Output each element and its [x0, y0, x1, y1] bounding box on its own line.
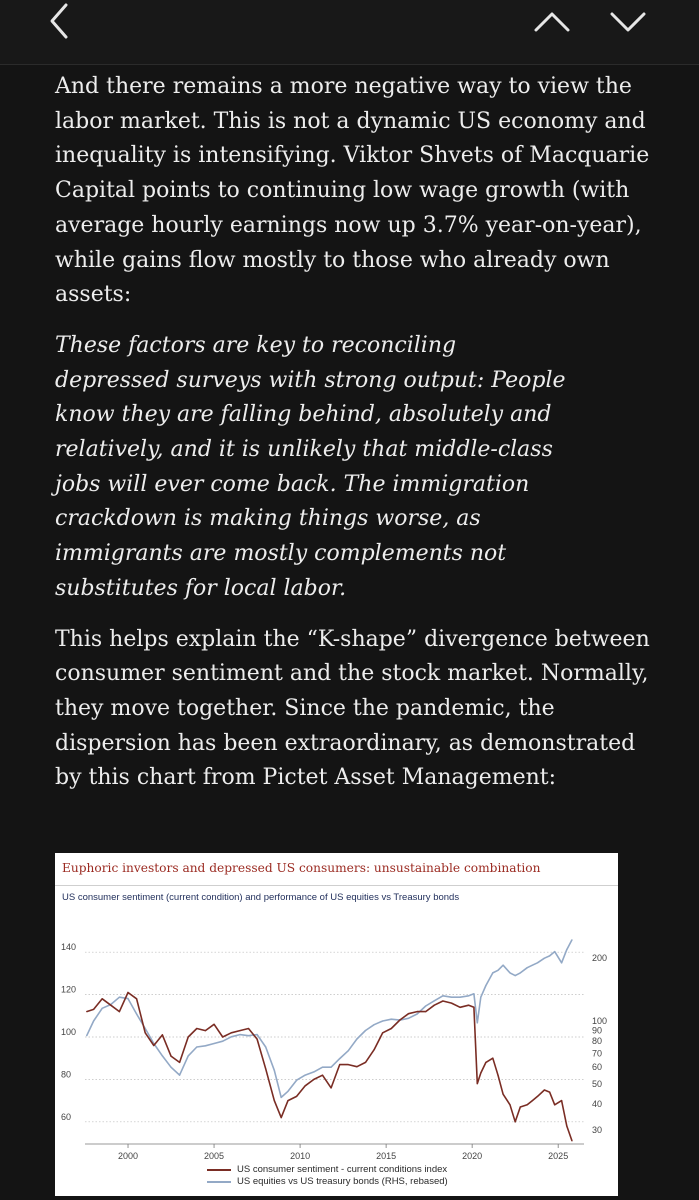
data-point	[274, 1100, 275, 1101]
back-button[interactable]	[38, 2, 94, 42]
block-quote: These factors are key to reconciling depressed surveys with strong output: People know they are falling behind, absolutely and relatively, and it is unlikely that middle-class jobs will ever come back. The immigration crackdown is making things worse, as immigrants are mostly complements not substitutes for local labor.	[55, 332, 566, 601]
legend-item	[207, 1164, 448, 1176]
data-point	[296, 1096, 297, 1097]
data-point	[196, 1046, 197, 1047]
data-point	[136, 1013, 137, 1014]
y-left-tick-label: 80	[61, 1069, 72, 1080]
data-point	[153, 1045, 154, 1046]
top-navigation-bar	[0, 0, 699, 65]
y-right-tick-label: 60	[592, 1062, 603, 1073]
data-point	[239, 1034, 240, 1035]
data-point	[399, 1019, 400, 1020]
data-point	[544, 1089, 545, 1090]
data-point	[497, 970, 498, 971]
data-point	[434, 1000, 435, 1001]
chart-plot	[55, 853, 618, 1196]
data-point	[442, 1000, 443, 1001]
data-point	[136, 998, 137, 999]
data-point	[331, 1087, 332, 1088]
data-point	[145, 1032, 146, 1033]
data-point	[527, 967, 528, 968]
data-point	[248, 1035, 249, 1036]
data-point	[214, 1043, 215, 1044]
data-point	[119, 1011, 120, 1012]
data-point	[527, 1104, 528, 1105]
data-point	[460, 997, 461, 998]
chart-title: Euphoric investors and depressed US consumers: unsustainable combination	[62, 861, 541, 875]
data-point	[102, 1008, 103, 1009]
data-point	[86, 1035, 87, 1036]
data-point	[239, 1030, 240, 1031]
data-point	[492, 972, 493, 973]
data-point	[313, 1079, 314, 1080]
data-point	[196, 1028, 197, 1029]
y-right-tick-label: 30	[592, 1125, 603, 1136]
data-point	[348, 1064, 349, 1065]
article-body	[55, 70, 655, 796]
data-point	[532, 965, 533, 966]
data-point	[509, 972, 510, 973]
data-point	[257, 1034, 258, 1035]
data-point	[93, 1020, 94, 1021]
data-point	[425, 1005, 426, 1006]
data-point	[313, 1071, 314, 1072]
y-left-tick-label: 100	[61, 1027, 77, 1037]
data-point	[287, 1100, 288, 1101]
legend-label: US equities vs US treasury bonds (RHS, rebased)	[237, 1176, 448, 1187]
data-point	[179, 1075, 180, 1076]
data-point	[305, 1085, 306, 1086]
data-point	[93, 1009, 94, 1010]
data-point	[248, 1028, 249, 1029]
data-point	[468, 995, 469, 996]
x-tick-label: 2015	[376, 1151, 397, 1161]
x-tick-label: 2000	[118, 1151, 139, 1161]
data-point	[179, 1062, 180, 1063]
data-point	[162, 1034, 163, 1035]
data-point	[515, 1121, 516, 1122]
chevron-left-icon	[38, 2, 78, 42]
data-point	[485, 985, 486, 986]
data-point	[408, 1018, 409, 1019]
data-point	[485, 1062, 486, 1063]
data-point	[480, 1072, 481, 1073]
data-point	[391, 1028, 392, 1029]
data-point	[214, 1024, 215, 1025]
legend-swatch	[207, 1169, 231, 1171]
data-point	[571, 939, 572, 940]
data-point	[566, 949, 567, 950]
chevron-up-icon	[524, 4, 580, 44]
data-point	[473, 1007, 474, 1008]
data-point	[537, 962, 538, 963]
data-point	[561, 962, 562, 963]
data-point	[296, 1080, 297, 1081]
data-point	[408, 1013, 409, 1014]
data-point	[554, 951, 555, 952]
data-point	[170, 1067, 171, 1068]
data-point	[231, 1036, 232, 1037]
data-point	[374, 1049, 375, 1050]
data-point	[417, 1011, 418, 1012]
y-right-tick-label: 80	[592, 1036, 603, 1047]
data-point	[110, 1005, 111, 1006]
data-point	[188, 1036, 189, 1037]
y-right-tick-label: 90	[592, 1025, 603, 1036]
data-point	[460, 1007, 461, 1008]
data-point	[503, 1094, 504, 1095]
data-point	[451, 1003, 452, 1004]
data-point	[265, 1046, 266, 1047]
data-point	[281, 1097, 282, 1098]
article-paragraph: This helps explain the “K-shape” divergence between consumer sentiment and the stock market. Normally, they move together. Since the pandemic, the dispersion has been extraordinary, as demonstrated by this chart from Pictet Asset Management:	[55, 626, 650, 791]
series-line	[87, 940, 572, 1098]
data-point	[339, 1064, 340, 1065]
data-point	[537, 1096, 538, 1097]
data-point	[554, 1104, 555, 1105]
data-point	[281, 1117, 282, 1118]
data-point	[549, 1092, 550, 1093]
data-point	[480, 997, 481, 998]
x-tick-label: 2010	[290, 1151, 311, 1161]
data-point	[356, 1066, 357, 1067]
legend-label: US consumer sentiment - current conditions index	[237, 1164, 448, 1175]
data-point	[434, 1005, 435, 1006]
x-tick-label: 2020	[462, 1151, 483, 1161]
y-right-tick-label: 200	[592, 953, 608, 964]
chart-subtitle: US consumer sentiment (current condition) and performance of US equities vs Treasury bonds	[62, 892, 460, 903]
data-point	[322, 1067, 323, 1068]
data-point	[127, 992, 128, 993]
data-point	[188, 1055, 189, 1056]
data-point	[497, 1075, 498, 1076]
data-point	[442, 995, 443, 996]
data-point	[561, 1100, 562, 1101]
data-point	[102, 998, 103, 999]
previous-article-button[interactable]	[524, 4, 580, 44]
data-point	[468, 1005, 469, 1006]
legend-swatch	[207, 1181, 231, 1183]
y-left-tick-label: 60	[61, 1111, 72, 1122]
data-point	[119, 997, 120, 998]
data-point	[265, 1068, 266, 1069]
data-point	[274, 1070, 275, 1071]
data-point	[257, 1039, 258, 1040]
article-paragraph: And there remains a more negative way to view the labor market. This is not a dynamic US economy and inequality is intensifying. Viktor Shvets of Macquarie Capital points to continuing low wage growth (with average hourly earnings now up 3.7% year-on-year), while gains flow mostly to those who already own assets:	[55, 74, 650, 308]
chevron-down-icon	[600, 4, 656, 44]
data-point	[549, 955, 550, 956]
data-point	[205, 1030, 206, 1031]
data-point	[231, 1032, 232, 1033]
data-point	[477, 1083, 478, 1084]
data-point	[339, 1058, 340, 1059]
data-point	[322, 1075, 323, 1076]
data-point	[331, 1067, 332, 1068]
data-point	[305, 1075, 306, 1076]
data-point	[348, 1050, 349, 1051]
data-point	[374, 1024, 375, 1025]
chart-legend	[207, 1164, 448, 1188]
data-point	[477, 1022, 478, 1023]
data-point	[287, 1091, 288, 1092]
data-point	[509, 1104, 510, 1105]
data-point	[520, 1106, 521, 1107]
data-point	[492, 1058, 493, 1059]
data-point	[365, 1062, 366, 1063]
data-point	[473, 993, 474, 994]
data-point	[382, 1020, 383, 1021]
data-point	[356, 1038, 357, 1039]
data-point	[382, 1032, 383, 1033]
data-point	[503, 965, 504, 966]
data-point	[566, 1125, 567, 1126]
data-point	[205, 1045, 206, 1046]
y-right-tick-label: 50	[592, 1078, 603, 1089]
data-point	[451, 997, 452, 998]
legend-item	[207, 1176, 448, 1188]
data-point	[544, 958, 545, 959]
y-right-tick-label: 70	[592, 1048, 603, 1059]
chart-image	[55, 853, 618, 1196]
data-point	[170, 1056, 171, 1057]
data-point	[532, 1100, 533, 1101]
data-point	[425, 1011, 426, 1012]
next-article-button[interactable]	[600, 4, 656, 44]
data-point	[86, 1011, 87, 1012]
y-left-tick-label: 140	[61, 942, 77, 953]
data-point	[391, 1019, 392, 1020]
data-point	[520, 972, 521, 973]
data-point	[127, 998, 128, 999]
y-right-tick-label: 40	[592, 1098, 603, 1109]
data-point	[571, 1140, 572, 1141]
data-point	[515, 975, 516, 976]
data-point	[222, 1036, 223, 1037]
data-point	[417, 1013, 418, 1014]
data-point	[162, 1055, 163, 1056]
data-point	[222, 1041, 223, 1042]
data-point	[365, 1030, 366, 1031]
x-tick-label: 2025	[548, 1151, 569, 1161]
x-tick-label: 2005	[204, 1151, 225, 1161]
y-left-tick-label: 120	[61, 984, 77, 995]
y-right-tick-label: 100	[592, 1015, 608, 1026]
